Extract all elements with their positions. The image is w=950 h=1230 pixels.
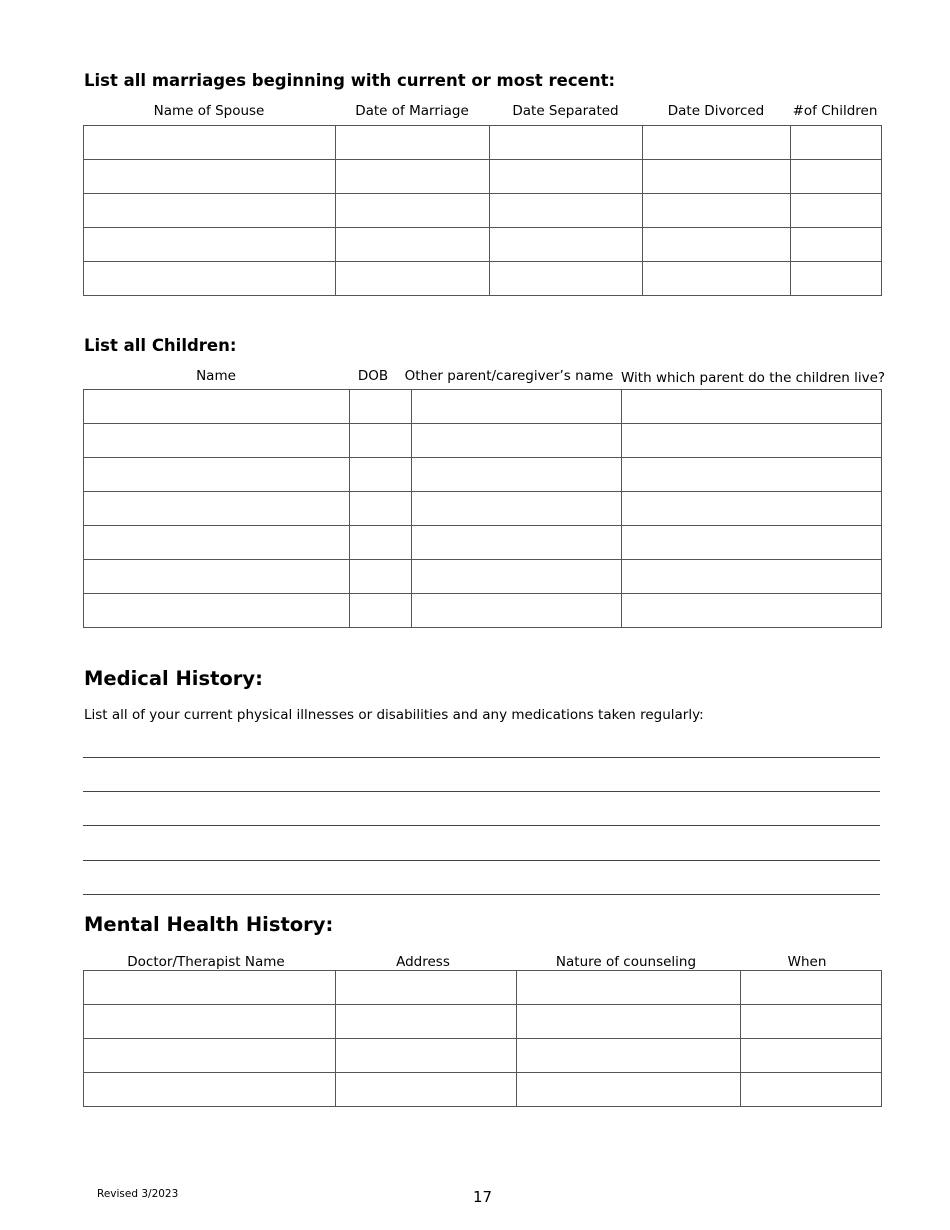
table-cell[interactable] <box>84 194 336 228</box>
table-cell[interactable] <box>622 492 882 526</box>
medical-answer-line[interactable] <box>83 894 880 895</box>
table-cell[interactable] <box>741 1073 882 1107</box>
table-cell[interactable] <box>791 160 882 194</box>
child-row <box>84 594 882 628</box>
table-cell[interactable] <box>336 194 490 228</box>
table-cell[interactable] <box>412 560 622 594</box>
table-cell[interactable] <box>336 262 490 296</box>
marriages-col-date-separated: Date Separated <box>512 103 619 119</box>
table-cell[interactable] <box>84 560 350 594</box>
table-cell[interactable] <box>490 126 643 160</box>
mental-col-nature: Nature of counseling <box>555 954 697 970</box>
table-cell[interactable] <box>350 424 412 458</box>
children-col-other-parent: Other parent/caregiver’s name <box>404 368 614 384</box>
table-cell[interactable] <box>84 492 350 526</box>
child-row <box>84 560 882 594</box>
table-cell[interactable] <box>517 1073 741 1107</box>
table-cell[interactable] <box>490 262 643 296</box>
marriage-row <box>84 262 882 296</box>
table-cell[interactable] <box>84 262 336 296</box>
table-cell[interactable] <box>741 1005 882 1039</box>
medical-answer-line[interactable] <box>83 757 880 758</box>
table-cell[interactable] <box>84 526 350 560</box>
table-cell[interactable] <box>622 390 882 424</box>
table-cell[interactable] <box>643 262 791 296</box>
table-cell[interactable] <box>350 526 412 560</box>
table-cell[interactable] <box>336 228 490 262</box>
table-cell[interactable] <box>336 126 490 160</box>
medical-answer-line[interactable] <box>83 791 880 792</box>
marriages-heading: List all marriages beginning with current or most recent: <box>84 71 616 90</box>
table-cell[interactable] <box>350 390 412 424</box>
medical-heading: Medical History: <box>84 667 263 690</box>
counseling-row <box>84 971 882 1005</box>
table-cell[interactable] <box>336 1039 517 1073</box>
table-cell[interactable] <box>84 1005 336 1039</box>
table-cell[interactable] <box>741 1039 882 1073</box>
table-cell[interactable] <box>350 594 412 628</box>
mental-col-address: Address <box>396 954 450 970</box>
child-row <box>84 458 882 492</box>
table-cell[interactable] <box>412 526 622 560</box>
table-cell[interactable] <box>490 228 643 262</box>
table-cell[interactable] <box>84 1073 336 1107</box>
child-row <box>84 390 882 424</box>
medical-prompt: List all of your current physical illnesses or disabilities and any medications taken regularly: <box>84 707 704 723</box>
mental-col-doctor: Doctor/Therapist Name <box>127 954 285 970</box>
table-cell[interactable] <box>643 228 791 262</box>
table-cell[interactable] <box>517 1039 741 1073</box>
marriages-table-body <box>84 126 882 296</box>
children-heading: List all Children: <box>84 336 237 355</box>
table-cell[interactable] <box>791 262 882 296</box>
table-cell[interactable] <box>791 126 882 160</box>
marriages-col-spouse: Name of Spouse <box>153 103 265 119</box>
marriages-table <box>83 125 882 296</box>
counseling-row <box>84 1005 882 1039</box>
table-cell[interactable] <box>622 526 882 560</box>
table-cell[interactable] <box>490 194 643 228</box>
table-cell[interactable] <box>350 560 412 594</box>
table-cell[interactable] <box>741 971 882 1005</box>
mental-table-body <box>84 971 882 1107</box>
table-cell[interactable] <box>643 126 791 160</box>
table-cell[interactable] <box>643 194 791 228</box>
medical-answer-line[interactable] <box>83 860 880 861</box>
table-cell[interactable] <box>791 194 882 228</box>
table-cell[interactable] <box>350 458 412 492</box>
table-cell[interactable] <box>622 594 882 628</box>
marriage-row <box>84 126 882 160</box>
table-cell[interactable] <box>412 424 622 458</box>
marriage-row <box>84 228 882 262</box>
table-cell[interactable] <box>622 458 882 492</box>
table-cell[interactable] <box>791 228 882 262</box>
marriage-row <box>84 194 882 228</box>
table-cell[interactable] <box>350 492 412 526</box>
table-cell[interactable] <box>517 1005 741 1039</box>
marriage-row <box>84 160 882 194</box>
marriages-col-date-marriage: Date of Marriage <box>355 103 469 119</box>
counseling-row <box>84 1073 882 1107</box>
page-number: 17 <box>473 1188 493 1206</box>
table-cell[interactable] <box>84 424 350 458</box>
table-cell[interactable] <box>84 458 350 492</box>
revision-date: Revised 3/2023 <box>97 1188 179 1200</box>
table-cell[interactable] <box>412 458 622 492</box>
table-cell[interactable] <box>643 160 791 194</box>
medical-answer-line[interactable] <box>83 825 880 826</box>
children-col-name: Name <box>196 368 236 384</box>
table-cell[interactable] <box>336 1073 517 1107</box>
marriages-col-children-count: #of Children <box>792 103 878 119</box>
table-cell[interactable] <box>84 390 350 424</box>
child-row <box>84 424 882 458</box>
table-cell[interactable] <box>84 160 336 194</box>
marriages-col-date-divorced: Date Divorced <box>667 103 765 119</box>
children-col-dob: DOB <box>357 368 389 384</box>
table-cell[interactable] <box>622 424 882 458</box>
table-cell[interactable] <box>412 594 622 628</box>
table-cell[interactable] <box>336 160 490 194</box>
table-cell[interactable] <box>412 390 622 424</box>
counseling-row <box>84 1039 882 1073</box>
children-table-body <box>84 390 882 628</box>
table-cell[interactable] <box>412 492 622 526</box>
table-cell[interactable] <box>336 971 517 1005</box>
children-col-lives-with: With which parent do the children live? <box>621 370 886 386</box>
table-cell[interactable] <box>84 971 336 1005</box>
child-row <box>84 492 882 526</box>
table-cell[interactable] <box>490 160 643 194</box>
table-cell[interactable] <box>84 594 350 628</box>
table-cell[interactable] <box>622 560 882 594</box>
table-cell[interactable] <box>84 1039 336 1073</box>
mental-col-when: When <box>787 954 827 970</box>
table-cell[interactable] <box>84 228 336 262</box>
table-cell[interactable] <box>84 126 336 160</box>
mental-table <box>83 970 882 1107</box>
table-cell[interactable] <box>517 971 741 1005</box>
table-cell[interactable] <box>336 1005 517 1039</box>
children-table <box>83 389 882 628</box>
mental-heading: Mental Health History: <box>84 913 334 936</box>
child-row <box>84 526 882 560</box>
